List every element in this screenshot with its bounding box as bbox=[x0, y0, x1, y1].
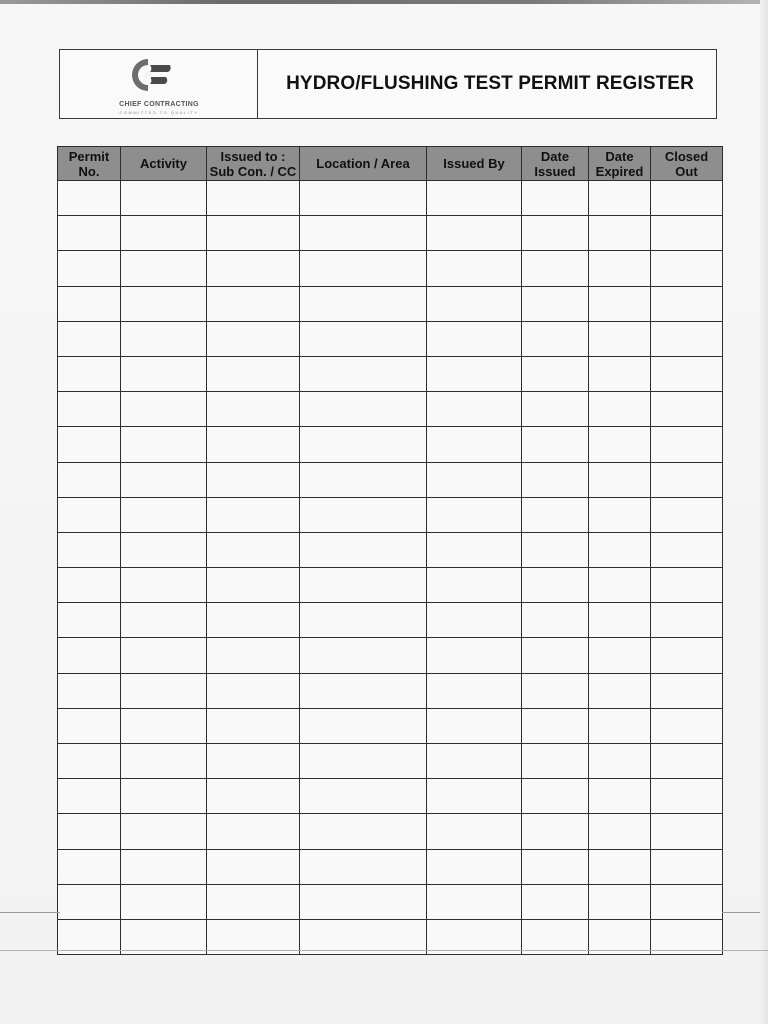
table-cell[interactable] bbox=[121, 814, 207, 849]
table-cell[interactable] bbox=[58, 744, 121, 779]
table-cell[interactable] bbox=[58, 251, 121, 286]
table-cell[interactable] bbox=[207, 251, 300, 286]
scan-top-edge bbox=[0, 0, 768, 4]
table-cell[interactable] bbox=[427, 427, 522, 462]
table-cell[interactable] bbox=[522, 568, 589, 603]
table-cell[interactable] bbox=[207, 392, 300, 427]
table-cell[interactable] bbox=[651, 849, 723, 884]
table-cell[interactable] bbox=[589, 779, 651, 814]
table-cell[interactable] bbox=[300, 427, 427, 462]
table-cell[interactable] bbox=[58, 603, 121, 638]
table-cell[interactable] bbox=[651, 568, 723, 603]
table-cell[interactable] bbox=[522, 532, 589, 567]
table-cell[interactable] bbox=[300, 497, 427, 532]
table-cell[interactable] bbox=[121, 638, 207, 673]
table-cell[interactable] bbox=[589, 181, 651, 216]
table-cell[interactable] bbox=[207, 181, 300, 216]
table-cell[interactable] bbox=[121, 849, 207, 884]
table-cell[interactable] bbox=[589, 251, 651, 286]
table-cell[interactable] bbox=[207, 849, 300, 884]
table-header-row bbox=[58, 147, 723, 181]
table-cell[interactable] bbox=[121, 603, 207, 638]
col-permit-no: Permit No. bbox=[58, 147, 121, 181]
table-cell[interactable] bbox=[207, 814, 300, 849]
table-cell[interactable] bbox=[427, 321, 522, 356]
table-cell[interactable] bbox=[121, 392, 207, 427]
table-cell[interactable] bbox=[300, 462, 427, 497]
table-cell[interactable] bbox=[522, 286, 589, 321]
table-row bbox=[58, 532, 723, 567]
table-cell[interactable] bbox=[427, 216, 522, 251]
table-cell[interactable] bbox=[121, 708, 207, 743]
table-cell[interactable] bbox=[589, 849, 651, 884]
table-cell[interactable] bbox=[300, 814, 427, 849]
table-cell[interactable] bbox=[522, 497, 589, 532]
table-cell[interactable] bbox=[651, 708, 723, 743]
table-cell[interactable] bbox=[58, 427, 121, 462]
table-cell[interactable] bbox=[651, 321, 723, 356]
table-cell[interactable] bbox=[207, 603, 300, 638]
table-cell[interactable] bbox=[121, 779, 207, 814]
table-cell[interactable] bbox=[300, 251, 427, 286]
table-cell[interactable] bbox=[651, 744, 723, 779]
table-cell[interactable] bbox=[207, 497, 300, 532]
table-cell[interactable] bbox=[58, 356, 121, 391]
company-logo-icon bbox=[120, 56, 176, 94]
table-cell[interactable] bbox=[121, 356, 207, 391]
table-cell[interactable] bbox=[207, 884, 300, 919]
table-cell[interactable] bbox=[121, 427, 207, 462]
table-cell[interactable] bbox=[58, 497, 121, 532]
table-cell[interactable] bbox=[121, 497, 207, 532]
table-cell[interactable] bbox=[58, 286, 121, 321]
table-cell[interactable] bbox=[522, 884, 589, 919]
table-row bbox=[58, 814, 723, 849]
col-date-issued: Date Issued bbox=[522, 147, 589, 181]
col-issued-to: Issued to : Sub Con. / CC bbox=[207, 147, 300, 181]
table-cell[interactable] bbox=[207, 427, 300, 462]
table-cell[interactable] bbox=[651, 392, 723, 427]
page-title: HYDRO/FLUSHING TEST PERMIT REGISTER bbox=[286, 73, 694, 94]
table-cell[interactable] bbox=[58, 321, 121, 356]
table-cell[interactable] bbox=[651, 779, 723, 814]
col-closed-out: Closed Out bbox=[651, 147, 723, 181]
table-cell[interactable] bbox=[589, 708, 651, 743]
table-cell[interactable] bbox=[207, 568, 300, 603]
table-row bbox=[58, 216, 723, 251]
table-row bbox=[58, 181, 723, 216]
table-cell[interactable] bbox=[589, 497, 651, 532]
table-cell[interactable] bbox=[427, 497, 522, 532]
table-cell[interactable] bbox=[589, 814, 651, 849]
table-cell[interactable] bbox=[300, 216, 427, 251]
table-row bbox=[58, 708, 723, 743]
table-cell[interactable] bbox=[207, 286, 300, 321]
table-row bbox=[58, 673, 723, 708]
table-cell[interactable] bbox=[427, 251, 522, 286]
table-cell[interactable] bbox=[651, 814, 723, 849]
table-cell[interactable] bbox=[207, 744, 300, 779]
table-row bbox=[58, 321, 723, 356]
title-cell bbox=[258, 50, 716, 118]
table-cell[interactable] bbox=[58, 181, 121, 216]
table-row bbox=[58, 884, 723, 919]
table-cell[interactable] bbox=[300, 286, 427, 321]
table-cell[interactable] bbox=[522, 708, 589, 743]
table-cell[interactable] bbox=[522, 321, 589, 356]
table-cell[interactable] bbox=[300, 321, 427, 356]
table-cell[interactable] bbox=[58, 708, 121, 743]
table-cell[interactable] bbox=[427, 286, 522, 321]
table-cell[interactable] bbox=[58, 673, 121, 708]
table-cell[interactable] bbox=[427, 568, 522, 603]
table-cell[interactable] bbox=[651, 462, 723, 497]
table-row bbox=[58, 251, 723, 286]
table-cell[interactable] bbox=[300, 673, 427, 708]
table-cell[interactable] bbox=[589, 884, 651, 919]
col-date-expired: Date Expired bbox=[589, 147, 651, 181]
table-row bbox=[58, 744, 723, 779]
table-cell[interactable] bbox=[651, 532, 723, 567]
table-cell[interactable] bbox=[651, 638, 723, 673]
permit-register-table bbox=[57, 146, 723, 955]
company-name: CHIEF CONTRACTING bbox=[119, 101, 199, 108]
table-cell[interactable] bbox=[522, 673, 589, 708]
table-cell[interactable] bbox=[300, 849, 427, 884]
logo-cell bbox=[60, 50, 258, 118]
table-cell[interactable] bbox=[300, 603, 427, 638]
table-cell[interactable] bbox=[651, 673, 723, 708]
table-cell[interactable] bbox=[589, 744, 651, 779]
table-cell[interactable] bbox=[522, 251, 589, 286]
table-cell[interactable] bbox=[300, 779, 427, 814]
table-row bbox=[58, 497, 723, 532]
table-row bbox=[58, 427, 723, 462]
table-cell[interactable] bbox=[589, 427, 651, 462]
table-cell[interactable] bbox=[589, 673, 651, 708]
table-row bbox=[58, 849, 723, 884]
table-cell[interactable] bbox=[651, 181, 723, 216]
table-cell[interactable] bbox=[58, 849, 121, 884]
table-cell[interactable] bbox=[121, 568, 207, 603]
table-cell[interactable] bbox=[589, 462, 651, 497]
table-row bbox=[58, 392, 723, 427]
table-cell[interactable] bbox=[589, 568, 651, 603]
table-cell[interactable] bbox=[207, 356, 300, 391]
table-cell[interactable] bbox=[58, 884, 121, 919]
table-cell[interactable] bbox=[121, 532, 207, 567]
table-cell[interactable] bbox=[207, 532, 300, 567]
table-cell[interactable] bbox=[427, 884, 522, 919]
table-cell[interactable] bbox=[300, 568, 427, 603]
table-cell[interactable] bbox=[121, 286, 207, 321]
table-cell[interactable] bbox=[207, 216, 300, 251]
table-cell[interactable] bbox=[427, 849, 522, 884]
table-body bbox=[58, 181, 723, 955]
table-cell[interactable] bbox=[121, 181, 207, 216]
company-tagline: COMMITTED TO QUALITY bbox=[119, 110, 199, 115]
table-cell[interactable] bbox=[58, 532, 121, 567]
table-cell[interactable] bbox=[427, 673, 522, 708]
table-row bbox=[58, 603, 723, 638]
table-cell[interactable] bbox=[207, 321, 300, 356]
table-cell[interactable] bbox=[589, 392, 651, 427]
table-cell[interactable] bbox=[589, 286, 651, 321]
table-cell[interactable] bbox=[427, 181, 522, 216]
scan-artifact-line bbox=[0, 912, 60, 913]
table-cell[interactable] bbox=[300, 708, 427, 743]
table-cell[interactable] bbox=[522, 216, 589, 251]
table-cell[interactable] bbox=[207, 638, 300, 673]
table-cell[interactable] bbox=[427, 356, 522, 391]
table-cell[interactable] bbox=[651, 497, 723, 532]
table-cell[interactable] bbox=[121, 216, 207, 251]
scan-artifact-line bbox=[0, 950, 768, 951]
table-cell[interactable] bbox=[58, 638, 121, 673]
table-cell[interactable] bbox=[121, 251, 207, 286]
table-cell[interactable] bbox=[58, 216, 121, 251]
table-cell[interactable] bbox=[651, 603, 723, 638]
table-cell[interactable] bbox=[522, 356, 589, 391]
table-cell[interactable] bbox=[427, 603, 522, 638]
col-issued-by: Issued By bbox=[427, 147, 522, 181]
col-location-area: Location / Area bbox=[300, 147, 427, 181]
table-cell[interactable] bbox=[121, 321, 207, 356]
table-cell[interactable] bbox=[58, 779, 121, 814]
table-cell[interactable] bbox=[58, 392, 121, 427]
table-row bbox=[58, 568, 723, 603]
table-cell[interactable] bbox=[207, 779, 300, 814]
table-cell[interactable] bbox=[427, 814, 522, 849]
table-cell[interactable] bbox=[589, 638, 651, 673]
table-cell[interactable] bbox=[121, 884, 207, 919]
table-cell[interactable] bbox=[121, 673, 207, 708]
table-cell[interactable] bbox=[589, 321, 651, 356]
table-cell[interactable] bbox=[427, 392, 522, 427]
table-cell[interactable] bbox=[300, 884, 427, 919]
table-cell[interactable] bbox=[651, 884, 723, 919]
table-cell[interactable] bbox=[522, 779, 589, 814]
table-cell[interactable] bbox=[427, 744, 522, 779]
table-cell[interactable] bbox=[58, 568, 121, 603]
table-cell[interactable] bbox=[207, 462, 300, 497]
table-cell[interactable] bbox=[121, 744, 207, 779]
table-cell[interactable] bbox=[300, 181, 427, 216]
table-row bbox=[58, 638, 723, 673]
table-cell[interactable] bbox=[58, 814, 121, 849]
table-cell[interactable] bbox=[651, 286, 723, 321]
table-cell[interactable] bbox=[427, 779, 522, 814]
scan-right-edge bbox=[760, 0, 768, 1024]
table-cell[interactable] bbox=[58, 462, 121, 497]
table-cell[interactable] bbox=[522, 392, 589, 427]
scan-artifact-line bbox=[722, 912, 760, 913]
table-cell[interactable] bbox=[427, 462, 522, 497]
table-cell[interactable] bbox=[589, 356, 651, 391]
table-row bbox=[58, 356, 723, 391]
table-row bbox=[58, 462, 723, 497]
table-cell[interactable] bbox=[427, 532, 522, 567]
table-cell[interactable] bbox=[207, 673, 300, 708]
table-cell[interactable] bbox=[522, 427, 589, 462]
table-cell[interactable] bbox=[589, 216, 651, 251]
table-cell[interactable] bbox=[589, 603, 651, 638]
table-cell[interactable] bbox=[207, 708, 300, 743]
table-cell[interactable] bbox=[300, 638, 427, 673]
table-row bbox=[58, 286, 723, 321]
table-cell[interactable] bbox=[651, 251, 723, 286]
table-cell[interactable] bbox=[427, 708, 522, 743]
table-row bbox=[58, 779, 723, 814]
table-cell[interactable] bbox=[522, 814, 589, 849]
table-cell[interactable] bbox=[522, 181, 589, 216]
table-cell[interactable] bbox=[300, 532, 427, 567]
table-cell[interactable] bbox=[121, 462, 207, 497]
table-cell[interactable] bbox=[522, 849, 589, 884]
table-cell[interactable] bbox=[522, 744, 589, 779]
table-cell[interactable] bbox=[522, 638, 589, 673]
form-header bbox=[59, 49, 717, 119]
table-cell[interactable] bbox=[651, 356, 723, 391]
table-cell[interactable] bbox=[589, 532, 651, 567]
table-cell[interactable] bbox=[300, 744, 427, 779]
table-cell[interactable] bbox=[427, 638, 522, 673]
table-cell[interactable] bbox=[522, 462, 589, 497]
table-cell[interactable] bbox=[522, 603, 589, 638]
table-cell[interactable] bbox=[651, 216, 723, 251]
table-cell[interactable] bbox=[300, 356, 427, 391]
col-activity: Activity bbox=[121, 147, 207, 181]
table-cell[interactable] bbox=[300, 392, 427, 427]
table-cell[interactable] bbox=[651, 427, 723, 462]
